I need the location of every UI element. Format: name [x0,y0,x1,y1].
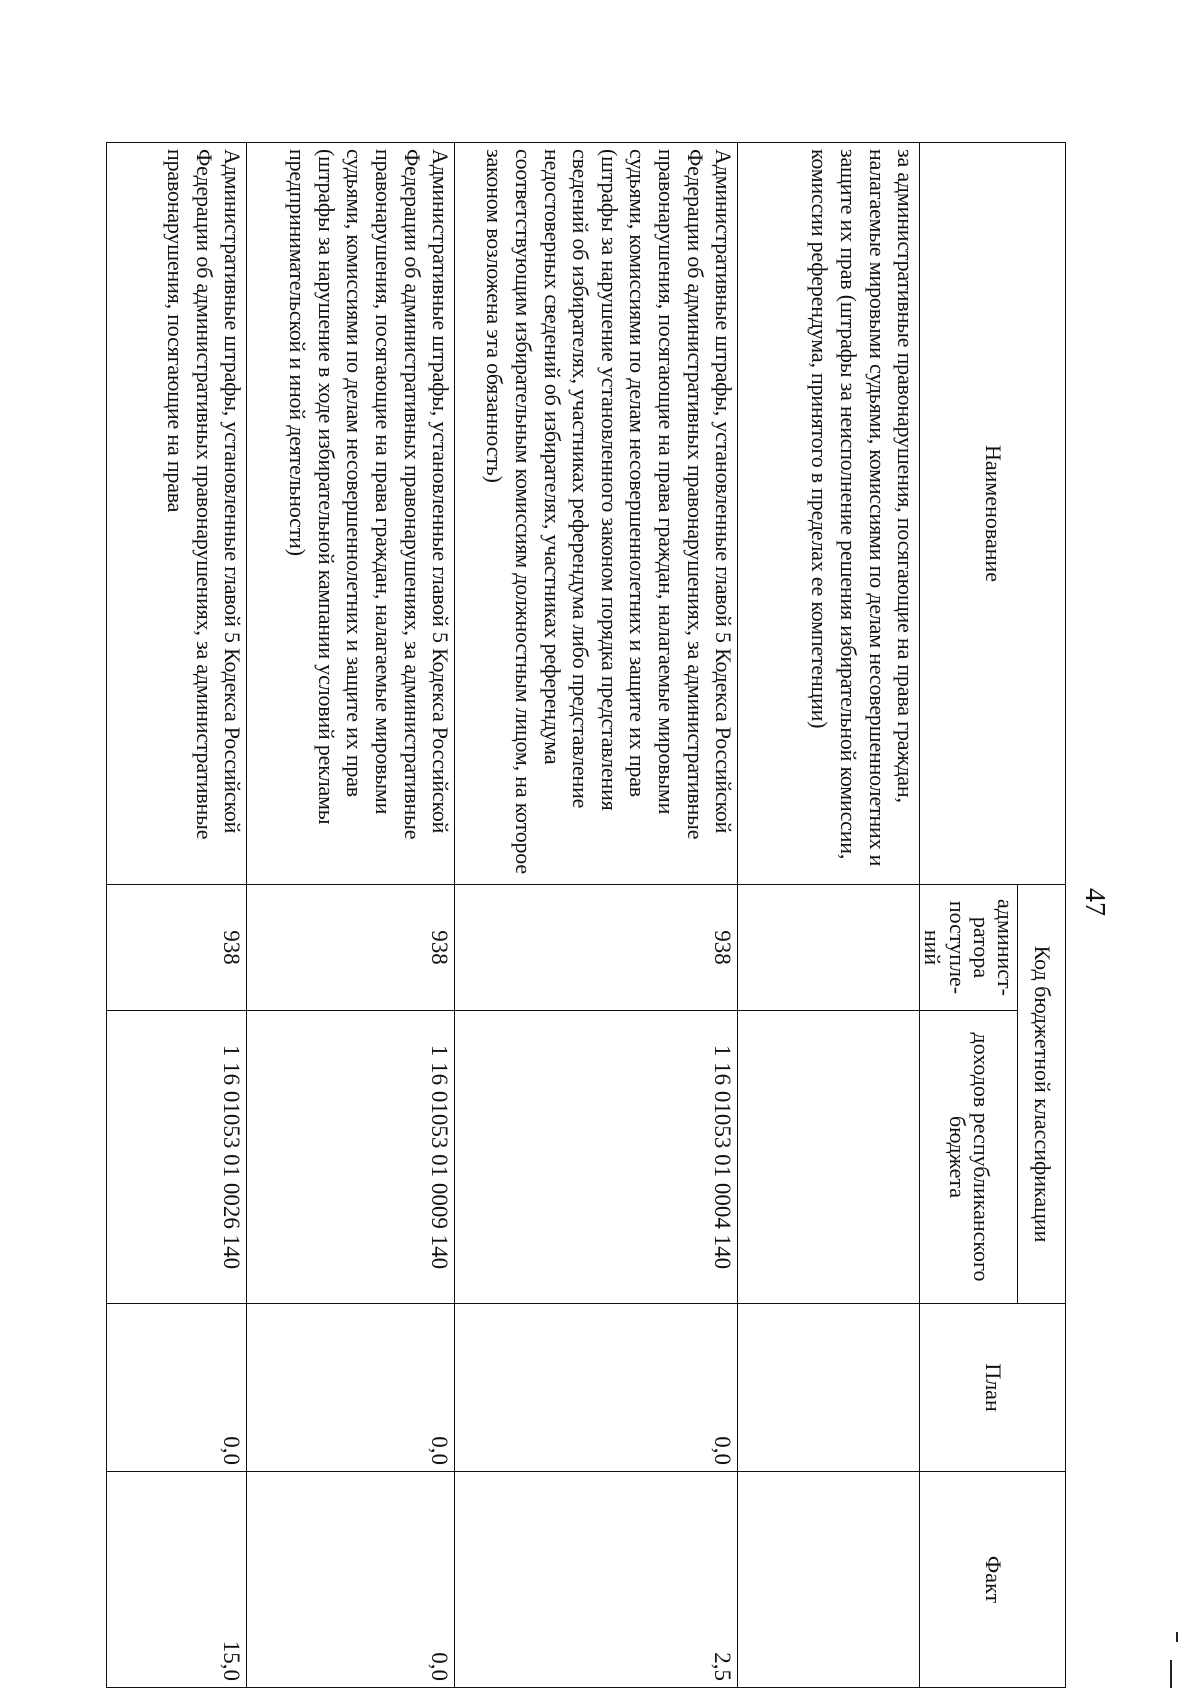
table-header-row [1018,143,1066,1688]
row-fact [738,1472,920,1688]
row-revenue-code [738,1011,920,1304]
row-plan [738,1304,920,1472]
row-name: Административные штрафы, установленные главой 5 Кодекса Российской Федерации об административных правонарушениях, за административные правонарушения, посягающие на права граждан, налагаемые мировыми судьями, комиссиями по делам несовершеннолетних и защите их прав (штрафы за нарушение в ходе избирательной кампании условий рекламы предпринимательской и иной деятельности) [247,143,455,885]
table-row [247,143,455,1688]
row-admin-code: 938 [455,885,738,1011]
row-admin-code [738,885,920,1011]
row-plan: 0,0 [455,1304,738,1472]
header-name: Наименование [920,143,1066,885]
row-plan: 0,0 [247,1304,455,1472]
row-revenue-code: 1 16 01053 01 0026 140 [107,1011,247,1304]
row-admin-code: 938 [247,885,455,1011]
table-row [738,143,920,1688]
row-revenue-code: 1 16 01053 01 0009 140 [247,1011,455,1304]
row-name: Административные штрафы, установленные главой 5 Кодекса Российской Федерации об административных правонарушениях, за административные правонарушения, посягающие на права [107,143,247,885]
header-budget-code: Код бюджетной классификации [1018,885,1066,1304]
header-admin: админист-ратора поступле-ний [920,885,1018,1011]
header-fact: Факт [920,1472,1066,1688]
scan-margin-mark [1170,1660,1172,1688]
row-plan: 0,0 [107,1304,247,1472]
table-row [455,143,738,1688]
rotated-page-content [111,142,1066,1687]
row-fact: 15,0 [107,1472,247,1688]
scan-margin-mark [1176,1632,1178,1642]
row-name: за административные правонарушения, посягающие на права граждан, налагаемые мировыми судьями, комиссиями по делам несовершеннолетних и защите их прав (штрафы за неисполнение решения избирательной комиссии, комиссии референдума, принятого в пределах ее компетенции) [738,143,920,885]
row-revenue-code: 1 16 01053 01 0004 140 [455,1011,738,1304]
row-name: Административные штрафы, установленные главой 5 Кодекса Российской Федерации об административных правонарушениях, за административные правонарушения, посягающие на права граждан, налагаемые мировыми судьями, комиссиями по делам несовершеннолетних и защите их прав (штрафы за нарушение установленного законом порядка представления сведений об избирателях, участниках референдума либо представление недостоверных сведений об избирателях, участниках референдума соответствующим избирательным комиссиям должностным лицом, на которое законом возложена эта обязанность) [455,143,738,885]
header-plan: План [920,1304,1066,1472]
header-revenue: доходов республиканского бюджета [920,1011,1018,1304]
table-row [107,143,247,1688]
budget-revenue-table [106,142,1066,1688]
page-number: 47 [1079,888,1110,916]
row-fact: 2,5 [455,1472,738,1688]
row-admin-code: 938 [107,885,247,1011]
row-fact: 0,0 [247,1472,455,1688]
